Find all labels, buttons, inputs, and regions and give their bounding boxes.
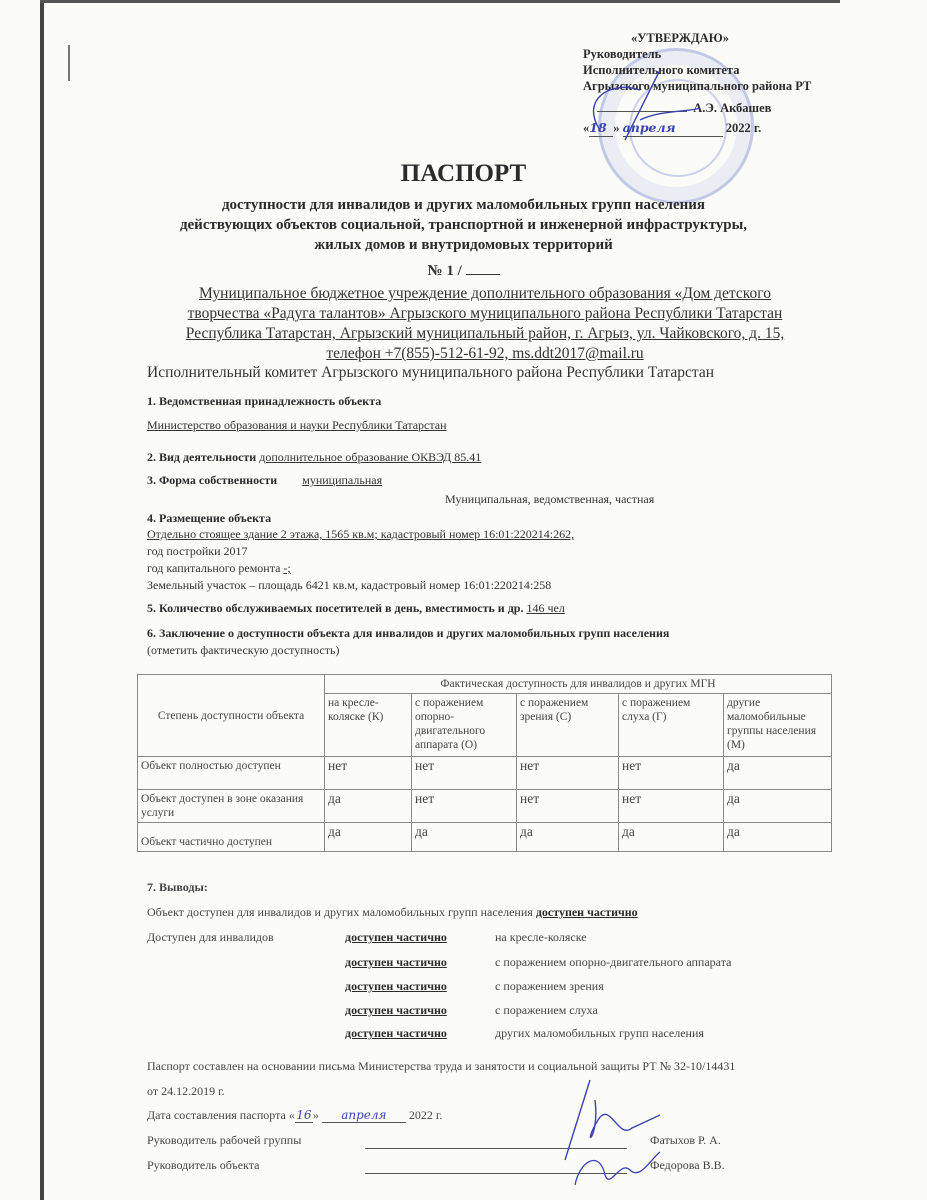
section-4-line: Отдельно стоящее здание 2 этажа, 1565 кв.м; кадастровый номер 16:01:220214:262, xyxy=(147,527,575,541)
section-1-label: 1. Ведомственная принадлежность объекта xyxy=(147,394,382,408)
section-4-line: год постройки 2017 xyxy=(147,544,248,558)
column-header: с поражением слуха (Г) xyxy=(619,694,724,757)
conclusion-status: доступен частично xyxy=(345,1026,447,1040)
conclusion-status: доступен частично xyxy=(345,1003,447,1017)
table-corner-header: Степень доступности объекта xyxy=(138,675,325,757)
cell-value: да xyxy=(724,790,832,823)
approval-line: Руководитель xyxy=(583,47,662,61)
subtitle-line: доступности для инвалидов и других маломобильных групп населения xyxy=(221,197,706,213)
basis-line: Паспорт составлен на основании письма Министерства труда и занятости и социальной защиты РТ № 32-10/14431 xyxy=(147,1059,736,1073)
section-3-hint: Муниципальная, ведомственная, частная xyxy=(445,492,655,506)
org-line: Муниципальное бюджетное учреждение дополнительного образования «Дом детского xyxy=(199,285,771,302)
cell-value: да xyxy=(325,823,412,852)
cell-value: да xyxy=(325,790,412,823)
workgroup-head-label: Руководитель рабочей группы xyxy=(147,1133,302,1147)
conclusion-group: с поражением опорно-двигательного аппарата xyxy=(495,955,732,969)
cell-value: да xyxy=(724,823,832,852)
section-4-repair-label: год капитального ремонта xyxy=(147,561,281,575)
object-head-signature xyxy=(575,1152,660,1185)
cell-value: да xyxy=(619,823,724,852)
section-6-label: 6. Заключение о доступности объекта для инвалидов и других маломобильных групп населения xyxy=(147,626,670,640)
conclusion-group: с поражением слуха xyxy=(495,1003,598,1017)
table-group-header: Фактическая доступность для инвалидов и других МГН xyxy=(325,675,832,694)
column-header: с поражением зрения (С) xyxy=(517,694,619,757)
org-contacts: телефон +7(855)-512-61-92, ms.ddt2017@mail.ru xyxy=(326,345,644,362)
approval-signer: А.Э. Акбашев xyxy=(693,101,772,115)
org-address: Республика Татарстан, Агрызский муниципальный район, г. Агрыз, ул. Чайковского, д. 15, xyxy=(185,325,785,342)
cell-value: да xyxy=(724,757,832,790)
section-2-value: дополнительное образование ОКВЭД 85.41 xyxy=(259,450,482,464)
object-head-name: Федорова В.В. xyxy=(650,1158,725,1172)
workgroup-signature xyxy=(565,1080,660,1160)
column-header: с поражением опорно-двигательного аппарата (О) xyxy=(412,694,517,757)
approval-line: Агрызского муниципального района РТ xyxy=(583,79,812,93)
conclusion-group: с поражением зрения xyxy=(495,979,604,993)
conclusion-group: других маломобильных групп населения xyxy=(495,1026,704,1040)
conclusion-status: доступен частично xyxy=(345,930,447,944)
cell-value: нет xyxy=(412,790,517,823)
section-1-value: Министерство образования и науки Республики Татарстан xyxy=(147,418,447,432)
column-header: на кресле-коляске (К) xyxy=(325,694,412,757)
approval-date-month: апреля xyxy=(623,120,723,137)
cell-value: нет xyxy=(619,757,724,790)
section-3-label: 3. Форма собственности xyxy=(147,473,278,487)
approval-date-year: 2022 г. xyxy=(725,121,762,135)
column-header: другие маломобильные группы населения (М) xyxy=(724,694,832,757)
cell-value: да xyxy=(517,823,619,852)
conclusions-label: 7. Выводы: xyxy=(147,880,208,894)
compile-date-month: апреля xyxy=(322,1108,406,1123)
object-head-label: Руководитель объекта xyxy=(147,1158,260,1172)
cell-value: нет xyxy=(517,790,619,823)
approval-signature xyxy=(594,70,700,140)
cell-value: нет xyxy=(325,757,412,790)
compile-date-year: 2022 г. xyxy=(408,1108,443,1122)
document-title: ПАСПОРТ xyxy=(400,160,527,187)
approval-title: «УТВЕРЖДАЮ» xyxy=(631,31,729,45)
section-5-label: 5. Количество обслуживаемых посетителей в день, вместимость и др. xyxy=(147,601,524,615)
section-2-label: 2. Вид деятельности xyxy=(147,450,257,464)
section-3-value: муниципальная xyxy=(302,473,383,487)
basis-date: от 24.12.2019 г. xyxy=(147,1084,225,1098)
approval-line: Исполнительного комитета xyxy=(583,63,740,77)
section-5-value: 146 чел xyxy=(526,601,565,615)
section-4-label: 4. Размещение объекта xyxy=(147,511,272,525)
compile-date-label: Дата составления паспорта « xyxy=(147,1108,295,1122)
subtitle-line: жилых домов и внутридомовых территорий xyxy=(314,237,613,253)
conclusion-group: на кресле-коляске xyxy=(495,930,587,944)
approval-date-day: 18 xyxy=(589,120,613,137)
cell-value: да xyxy=(412,823,517,852)
workgroup-head-name: Фатыхов Р. А. xyxy=(650,1133,721,1147)
compile-date-day: 16 xyxy=(296,1108,312,1122)
compile-date-sep: » xyxy=(312,1108,319,1122)
passport-number-label: № 1 / xyxy=(427,263,462,279)
conclusion-status: доступен частично xyxy=(345,955,447,969)
section-4-line: Земельный участок – площадь 6421 кв.м, кадастровый номер 16:01:220214:258 xyxy=(147,578,552,592)
cell-value: нет xyxy=(517,757,619,790)
row-label: Объект частично доступен xyxy=(138,823,325,852)
cell-value: нет xyxy=(619,790,724,823)
conclusions-for-disabled-label: Доступен для инвалидов xyxy=(147,930,274,944)
conclusions-overall-text: Объект доступен для инвалидов и других маломобильных групп населения xyxy=(147,905,533,919)
conclusions-overall-value: доступен частично xyxy=(535,905,638,919)
org-line: творчества «Радуга талантов» Агрызского муниципального района Республики Татарстан xyxy=(187,305,783,322)
conclusion-status: доступен частично xyxy=(345,979,447,993)
cell-value: нет xyxy=(412,757,517,790)
section-4-repair-value: -; xyxy=(283,561,291,575)
approval-block: «УТВЕРЖДАЮ» Руководитель Исполнительного комитета Агрызского муниципального района РТ А.Э. Акбашев «18 » апреля 2022 г. xyxy=(583,31,812,135)
row-label: Объект полностью доступен xyxy=(138,757,325,790)
executive-committee: Исполнительный комитет Агрызского муниципального района Республики Татарстан xyxy=(147,364,715,381)
subtitle-line: действующих объектов социальной, транспортной и инженерной инфраструктуры, xyxy=(179,217,748,233)
section-6-hint: (отметить фактическую доступность) xyxy=(147,643,340,657)
row-label: Объект доступен в зоне оказания услуги xyxy=(138,790,325,823)
